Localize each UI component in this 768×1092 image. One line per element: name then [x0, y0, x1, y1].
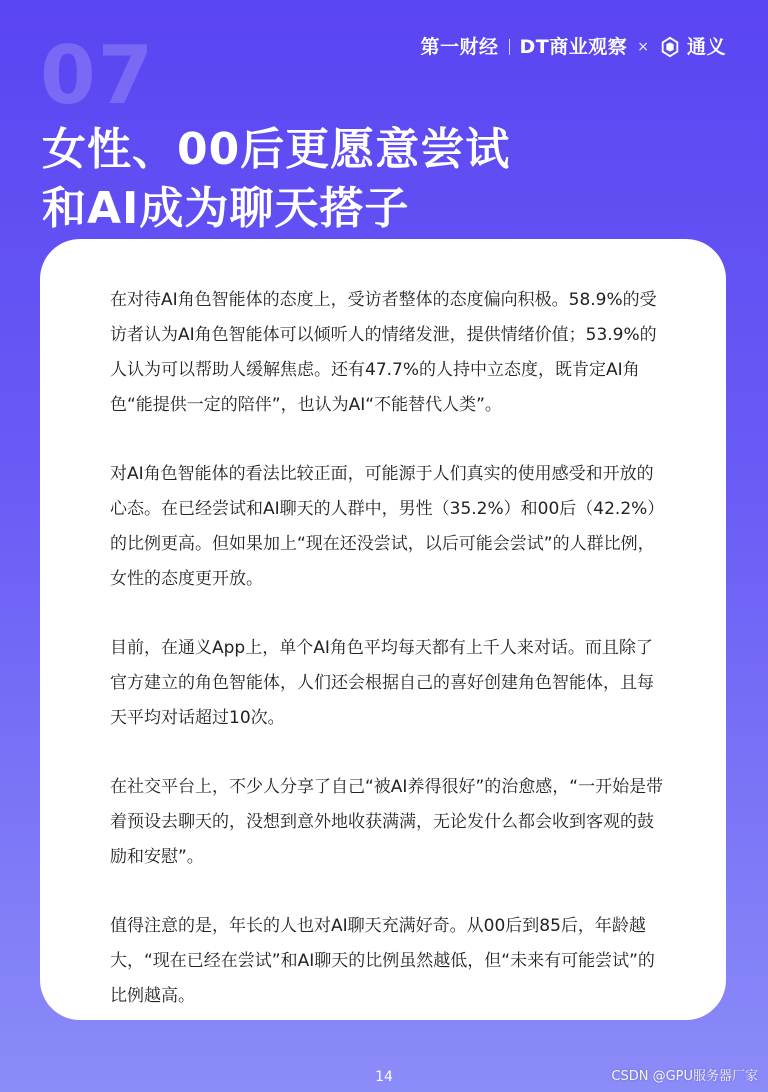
paragraph-1: 在对待AI角色智能体的态度上，受访者整体的态度偏向积极。58.9%的受访者认为AI角色智能体可以倾听人的情绪发泄，提供情绪价值；53.9%的人认为可以帮助人缓解焦虑。还有47.7%的人持中立态度，既肯定AI角色“能提供一定的陪伴”，也认为AI“不能替代人类”。	[110, 290, 657, 415]
tongyi-logo-icon	[659, 36, 681, 58]
paragraph-4: 在社交平台上，不少人分享了自己“被AI养得很好”的治愈感，“一开始是带着预设去聊天的，没想到意外地收获满满，无论发什么都会收到客观的鼓励和安慰”。	[110, 777, 664, 867]
header-logos	[421, 36, 727, 58]
page-title	[42, 121, 602, 238]
page-title-line-1: 女性、00后更愿意尝试	[42, 124, 511, 176]
paragraph-2: 对AI角色智能体的看法比较正面，可能源于人们真实的使用感受和开放的心态。在已经尝试和AI聊天的人群中，男性（35.2%）和00后（42.2%）的比例更高。但如果加上“现在还没尝试，以后可能会尝试”的人群比例，女性的态度更开放。	[110, 464, 665, 589]
page-title-line-2: 和AI成为聊天搭子	[42, 182, 410, 234]
chapter-number: 07	[40, 29, 156, 122]
content-card	[40, 239, 726, 1020]
page-number: 14	[375, 1069, 393, 1085]
brand-tongyi-label: 通义	[686, 35, 726, 58]
brand-divider	[509, 39, 510, 55]
brand-tongyi-logo	[659, 36, 726, 58]
brand-yicai-logo: 第一财经	[420, 35, 499, 58]
brand-dt-logo: DT商业观察	[519, 35, 628, 58]
brand-collab-separator: ×	[637, 39, 649, 55]
csdn-watermark: CSDN @GPU服务器厂家	[611, 1069, 758, 1084]
paragraph-5: 值得注意的是，年长的人也对AI聊天充满好奇。从00后到85后，年龄越大，“现在已经在尝试”和AI聊天的比例虽然越低，但“未来有可能尝试”的比例越高。	[110, 916, 655, 1006]
paragraph-3: 目前，在通义App上，单个AI角色平均每天都有上千人来对话。而且除了官方建立的角色智能体，人们还会根据自己的喜好创建角色智能体，且每天平均对话超过10次。	[110, 638, 654, 728]
